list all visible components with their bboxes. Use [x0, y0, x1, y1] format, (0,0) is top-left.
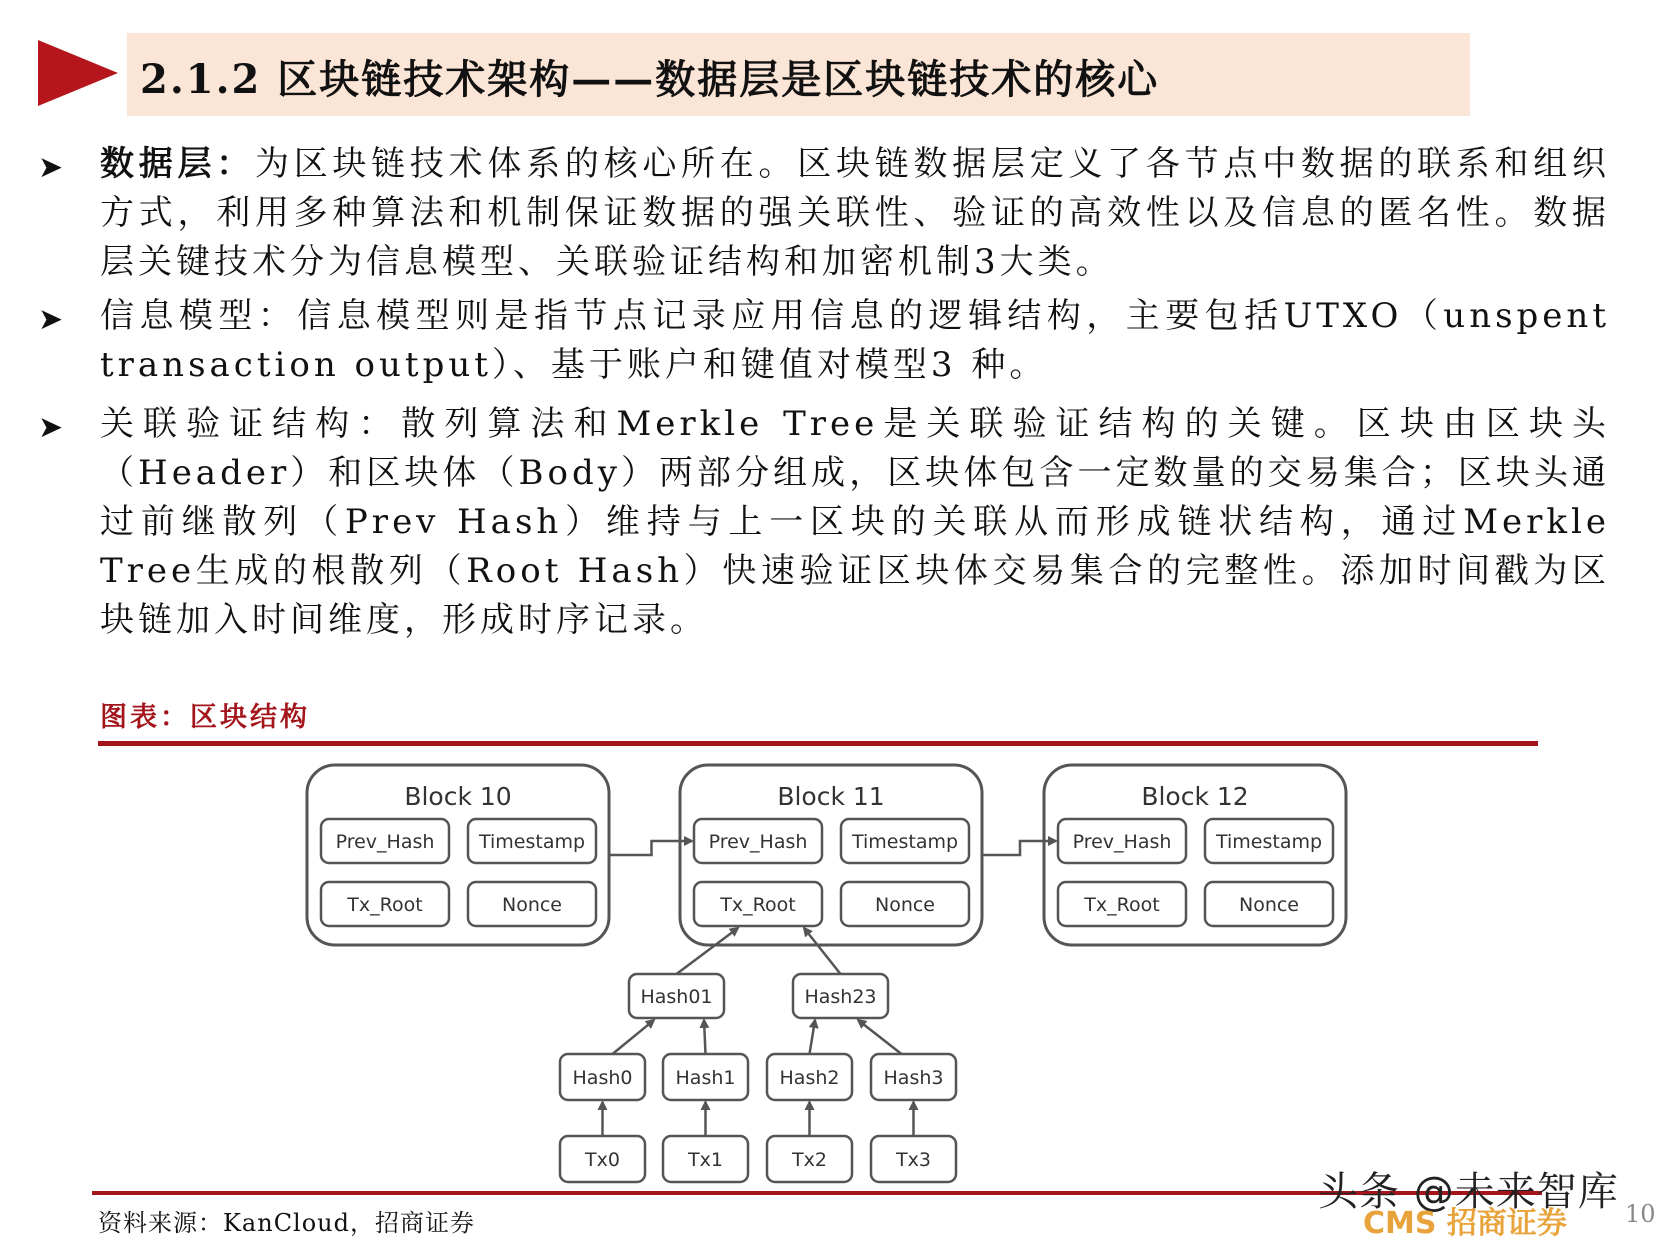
block-field-label: Tx_Root — [720, 894, 796, 916]
block-field-label: Nonce — [501, 894, 563, 916]
block-field-label: Prev_Hash — [1072, 831, 1172, 853]
block-field-label: Prev_Hash — [708, 831, 808, 853]
hash-to-parent-arrow — [613, 1020, 655, 1054]
hash-node-hash1-label: Hash1 — [675, 1067, 736, 1089]
figure-caption: 图表：区块结构 — [100, 702, 310, 733]
block-field-label: Timestamp — [478, 831, 586, 853]
bullet-arrow-icon: ➤ — [38, 302, 64, 337]
tx-node-tx3-label: Tx3 — [896, 1149, 931, 1171]
block-title: Block 10 — [404, 782, 512, 811]
page-title: 2.1.2 区块链技术架构——数据层是区块链技术的核心 — [140, 56, 1160, 103]
tx-node-tx1-label: Tx1 — [688, 1149, 723, 1171]
bullet-text: 信息模型：信息模型则是指节点记录应用信息的逻辑结构，主要包括UTXO（unspent transaction output）、基于账户和键值对模型3 种。 — [100, 296, 1610, 385]
block-field-label: Tx_Root — [347, 894, 423, 916]
block-field-label: Tx_Root — [1084, 894, 1160, 916]
tx-node-tx0-label: Tx0 — [585, 1149, 620, 1171]
block-title: Block 12 — [1141, 782, 1249, 811]
block-field-label: Timestamp — [1215, 831, 1323, 853]
block-field-label: Nonce — [874, 894, 936, 916]
hash-to-parent-arrow — [704, 1020, 706, 1054]
bullet-text: 关联验证结构：散列算法和Merkle Tree是关联验证结构的关键。区块由区块头（Header）和区块体（Body）两部分组成，区块体包含一定数量的交易集合；区块头通过前继散列（Prev Hash）维持与上一区块的关联从而形成链状结构，通过Merkle Tree生成的根散列（Root Hash）快速验证区块体交易集合的完整性。添加时间戳为区块链加入时间维度，形成时序记录。 — [100, 404, 1610, 640]
block-field-label: Prev_Hash — [335, 831, 435, 853]
block-field-label: Timestamp — [851, 831, 959, 853]
block-field-label: Nonce — [1238, 894, 1300, 916]
hash-to-parent-arrow — [810, 1020, 816, 1054]
source-note: 资料来源：KanCloud，招商证券 — [98, 1209, 476, 1237]
watermark: 头条 @未来智库 — [1318, 1169, 1619, 1215]
hash-node-hash3-label: Hash3 — [883, 1067, 944, 1089]
tx-node-tx2-label: Tx2 — [792, 1149, 827, 1171]
hash-to-parent-arrow — [858, 1020, 902, 1054]
hash-node-hash23-label: Hash23 — [804, 986, 877, 1008]
bullet-label: 数据层： — [100, 144, 255, 184]
bullet-text: 为区块链技术体系的核心所在。区块链数据层定义了各节点中数据的联系和组织方式，利用多种算法和机制保证数据的强关联性、验证的高效性以及信息的匿名性。数据层关键技术分为信息模型、关联验证结构和加密机制3大类。 — [100, 144, 1611, 282]
hash-node-hash0-label: Hash0 — [572, 1067, 633, 1089]
brand-logo: CMS 招商证券 — [1363, 1206, 1567, 1241]
bullet-arrow-icon: ➤ — [38, 150, 64, 185]
block-title: Block 11 — [777, 782, 885, 811]
page-number: 10 — [1625, 1200, 1656, 1228]
bullet-arrow-icon: ➤ — [38, 410, 64, 445]
hash-node-hash2-label: Hash2 — [779, 1067, 840, 1089]
hash-node-hash01-label: Hash01 — [640, 986, 713, 1008]
